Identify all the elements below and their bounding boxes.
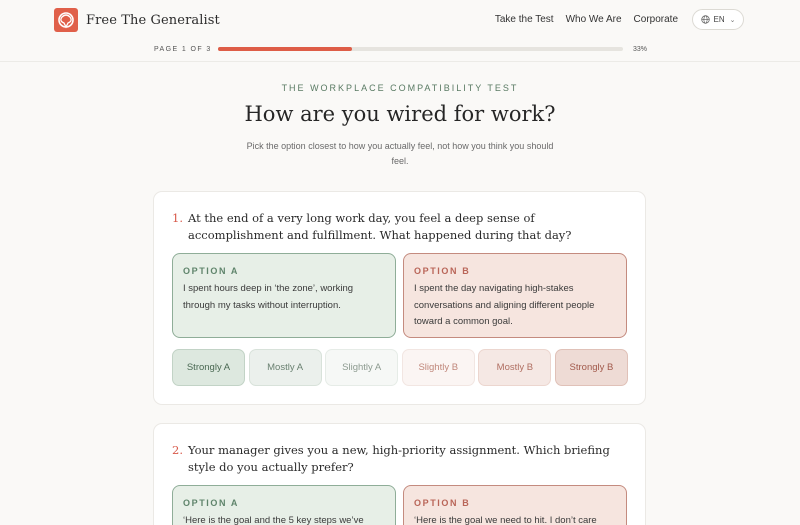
option-b-text: I spent the day navigating high-stakes conversations and aligning different people toward a common goal.: [414, 283, 595, 327]
option-a-text: I spent hours deep in ‘the zone’, working through my tasks without interruption.: [183, 283, 354, 311]
question-number: 1.: [172, 211, 183, 225]
question-text: Your manager gives you a new, high-priority assignment. Which briefing style do you actually prefer?: [188, 443, 610, 474]
scale-slightly-a-button[interactable]: Slightly A: [325, 349, 398, 386]
answer-scale: [172, 349, 628, 386]
option-b-text: ‘Here is the goal we need to hit. I don’t care: [414, 515, 597, 525]
scale-strongly-b-button[interactable]: Strongly B: [555, 349, 628, 386]
top-bar: [0, 0, 800, 62]
option-a-label: OPTION A: [183, 498, 239, 508]
option-a-text: ‘Here is the goal and the 5 key steps we’ve: [183, 515, 364, 525]
scale-slightly-b-button[interactable]: Slightly B: [402, 349, 475, 386]
language-selector[interactable]: [692, 9, 744, 30]
option-a-card[interactable]: [172, 253, 396, 338]
option-b-card[interactable]: [403, 485, 627, 525]
test-eyebrow: THE WORKPLACE COMPATIBILITY TEST: [281, 83, 519, 93]
brand[interactable]: [54, 8, 220, 32]
question-number: 2.: [172, 443, 183, 457]
question-header: [172, 210, 632, 244]
nav-corporate[interactable]: Corporate: [633, 14, 678, 25]
page-title: How are you wired for work?: [244, 102, 556, 126]
nav-who-we-are[interactable]: Who We Are: [565, 14, 622, 25]
brand-logo-icon: [54, 8, 78, 32]
option-a-label: OPTION A: [183, 266, 239, 276]
question-card: [153, 423, 646, 525]
page-subtitle: Pick the option closest to how you actually feel, not how you think you should feel.: [246, 141, 554, 166]
nav-take-the-test[interactable]: Take the Test: [494, 14, 554, 25]
language-label: EN: [713, 15, 725, 24]
option-b-card[interactable]: [403, 253, 627, 338]
option-b-label: OPTION B: [414, 266, 471, 276]
progress-fill: [218, 47, 352, 51]
scale-mostly-a-button[interactable]: Mostly A: [249, 349, 322, 386]
page-indicator: PAGE 1 OF 3: [154, 45, 212, 53]
chevron-down-icon: ⌄: [729, 16, 736, 24]
option-a-card[interactable]: [172, 485, 396, 525]
question-card: [153, 191, 646, 405]
question-text: At the end of a very long work day, you feel a deep sense of accomplishment and fulfillment. What happened during that day?: [188, 211, 572, 242]
progress-percent: 33%: [632, 45, 647, 53]
progress-row: [154, 44, 647, 54]
progress-track: [218, 47, 623, 51]
scale-strongly-a-button[interactable]: Strongly A: [172, 349, 245, 386]
option-b-label: OPTION B: [414, 498, 471, 508]
globe-icon: [701, 15, 710, 24]
brand-name: Free The Generalist: [86, 12, 220, 28]
question-header: [172, 442, 632, 476]
main-nav: [495, 9, 744, 30]
scale-mostly-b-button[interactable]: Mostly B: [478, 349, 551, 386]
